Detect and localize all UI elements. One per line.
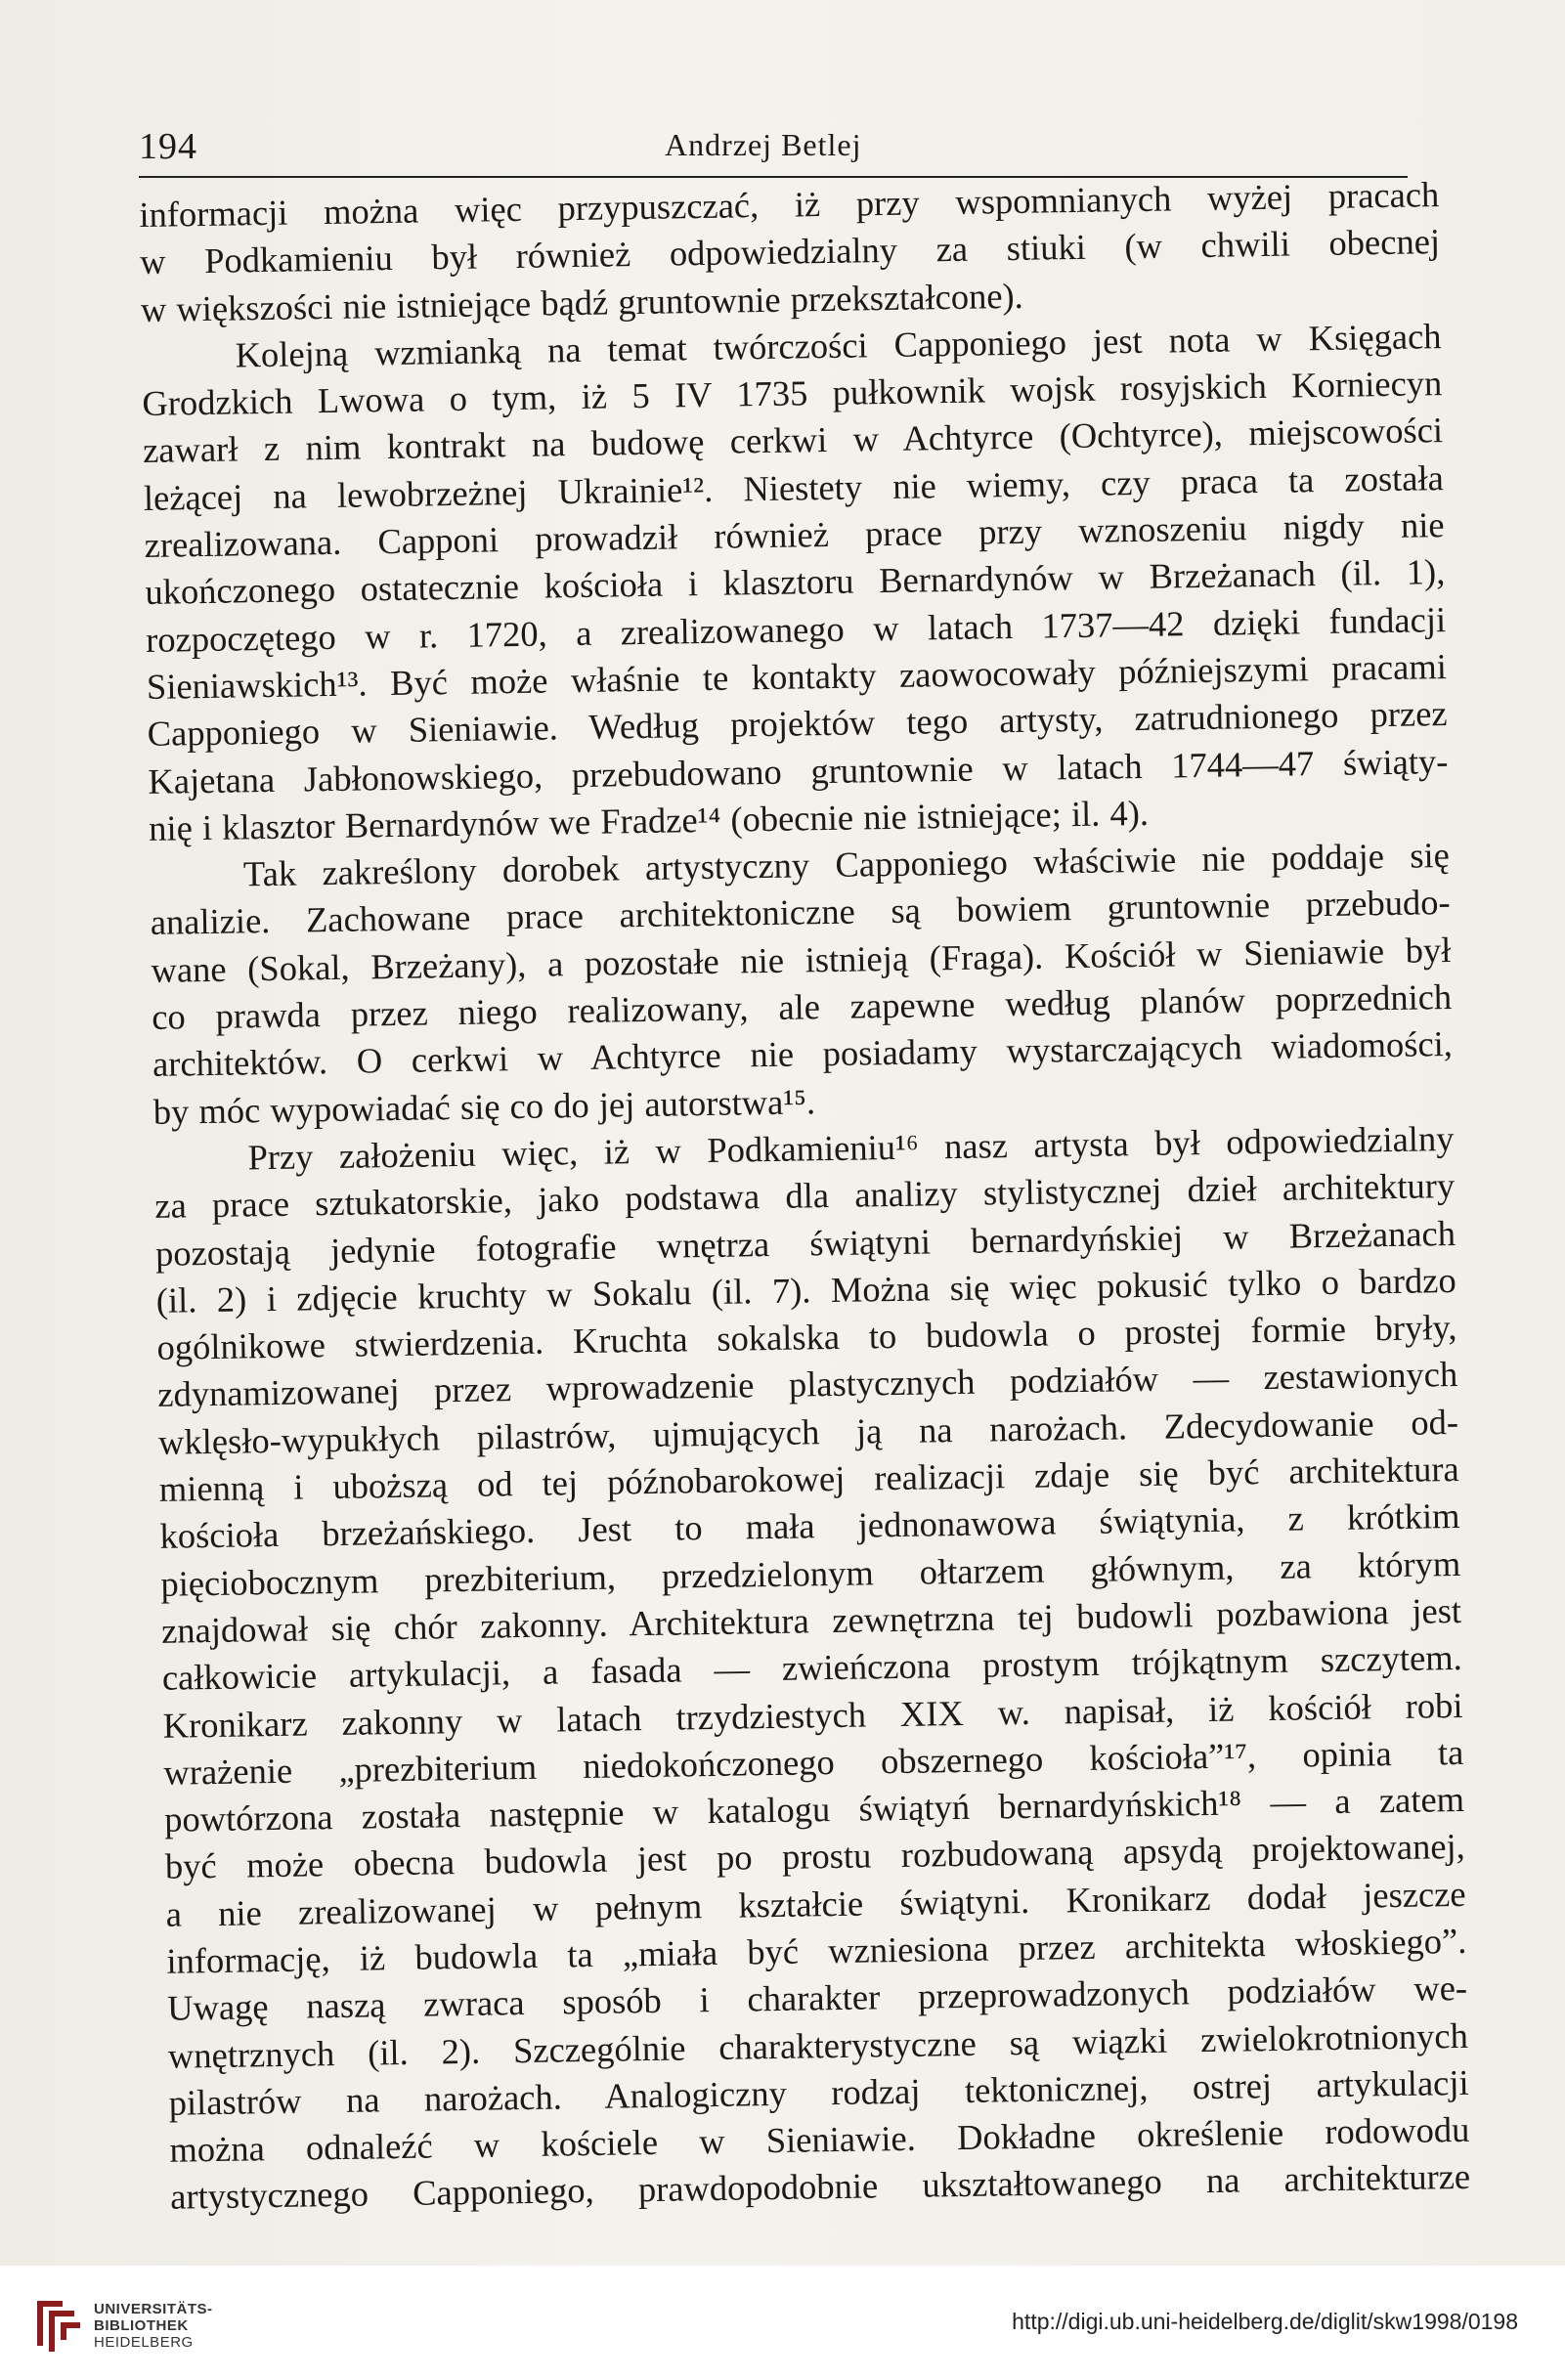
running-head: Andrzej Betlej (665, 127, 862, 162)
text-line: nię i klasztor Bernardynów we Fradze¹⁴ (obecnie nie istniejące; il. 4). (148, 792, 1150, 848)
text-line: zawarł z nim kontrakt na budowę cerkwi w Achtyrce (Ochtyrce), miejscowości (142, 410, 1444, 471)
text-line: Tak zakreślony dorobek artystyczny Capponiego właściwie nie poddaje się (242, 835, 1451, 894)
footer-bar (0, 2266, 1565, 2380)
text-line: pilastrów na narożach. Analogiczny rodzaj tektonicznej, ostrej artykulacji (168, 2061, 1469, 2123)
text-line: a nie zrealizowanej w pełnym kształcie świątyni. Kronikarz dodał jeszcze (165, 1873, 1466, 1934)
text-line: ukończonego ostatecznie kościoła i klasztoru Bernardynów w Brzeżanach (il. 1), (145, 551, 1446, 613)
library-name (94, 2301, 213, 2351)
text-line: Grodzkich Lwowa o tym, iż 5 IV 1735 pułkownik wojsk rosyjskich Korniecyn (142, 363, 1443, 424)
text-line: Sieniawskich¹³. Być może właśnie te kontakty zaowocowały późniejszymi pracami (146, 646, 1448, 707)
text-line: co prawda przez niego realizowany, ale zapewne według planów poprzednich (151, 976, 1453, 1037)
text-line: leżącej na lewobrzeżnej Ukrainie¹². Niestety nie wiemy, czy praca ta została (143, 456, 1445, 518)
text-line: ogólnikowe stwierdzenia. Kruchta sokalska to budowla o prostej formie bryły, (156, 1307, 1457, 1367)
text-line: znajdował się chór zakonny. Architektura zewnętrzna tej budowli pozbawiona jest (160, 1589, 1462, 1651)
text-line: Kolejną wzmianką na temat twórczości Capponiego jest nota w Księgach (235, 315, 1442, 375)
text-line: być może obecna budowla jest po prostu rozbudowaną apsydą projektowanej, (164, 1826, 1466, 1887)
text-line: mienną i uboższą od tej późnobarokowej realizacji zdaje się być architektura (158, 1448, 1460, 1509)
text-line: wane (Sokal, Brzeżany), a pozostałe nie istnieją (Fraga). Kościół w Sieniawie był (151, 929, 1452, 990)
text-line: w Podkamieniu był również odpowiedzialny za stiuki (w chwili obecnej (139, 221, 1441, 282)
text-line: pozostają jedynie fotografie wnętrza świątyni bernardyńskiej w Brzeżanach (154, 1212, 1456, 1274)
text-line: by móc wypowiadać się co do jej autorstwa¹⁵. (152, 1080, 816, 1132)
text-line: Kajetana Jabłonowskiego, przebudowano gruntownie w latach 1744—47 świąty- (148, 740, 1449, 801)
library-name-line: BIBLIOTHEK (94, 2317, 189, 2334)
text-line: Kronikarz zakonny w latach trzydziestych XIX w. napisał, iż kościół robi (162, 1684, 1463, 1746)
text-line: Uwagę naszą zwraca sposób i charakter przeprowadzonych podziałów we- (166, 1968, 1468, 2029)
text-line: powtórzona została następnie w katalogu świątyń bernardyńskich¹⁸ — a zatem (163, 1779, 1465, 1839)
library-name-line: UNIVERSITÄTS- (94, 2301, 213, 2317)
text-line: zdynamizowanej przez wprowadzenie plastycznych podziałów — zestawionych (157, 1354, 1458, 1415)
text-line: Przy założeniu więc, iż w Podkamieniu¹⁶ nasz artysta był odpowiedzialny (247, 1117, 1455, 1178)
text-line: za prace sztukatorskie, jako podstawa dla analizy stylistycznej dzieł architektury (153, 1165, 1456, 1227)
text-line: wrażenie „prezbiterium niedokończonego obszernego kościoła”¹⁷, opinia ta (163, 1731, 1464, 1793)
text-line: rozpoczętego w r. 1720, a zrealizowanego w latach 1737—42 dzięki fundacji (145, 598, 1447, 660)
text-line: analizie. Zachowane prace architektoniczne są bowiem gruntownie przebudo- (150, 882, 1451, 943)
page-header (139, 117, 1408, 178)
page-number: 194 (139, 126, 197, 167)
text-line: artystycznego Capponiego, prawdopodobnie ukształtowanego na architekturze (169, 2156, 1471, 2218)
text-line: pięciobocznym prezbiterium, przedzielonym ołtarzem głównym, za którym (160, 1542, 1461, 1604)
text-line: wklęsło-wypukłych pilastrów, ujmujących ją na narożach. Zdecydowanie od- (157, 1401, 1459, 1462)
ub-heidelberg-logo-icon (33, 2297, 84, 2354)
body-text (139, 171, 1470, 2221)
text-line: wnętrznych (il. 2). Szczególnie charakterystyczne są wiązki zwielokrotnionych (167, 2014, 1469, 2076)
source-url-link[interactable]: http://digi.ub.uni-heidelberg.de/diglit/skw1998/0198 (1012, 2309, 1518, 2334)
text-line: całkowicie artykulacji, a fasada — zwieńczona prostym trójkątnym szczytem. (161, 1637, 1463, 1699)
library-name-line: HEIDELBERG (94, 2334, 194, 2351)
text-line: zrealizowana. Capponi prowadził również prace przy wznoszeniu nigdy nie (144, 504, 1445, 566)
text-line: informację, iż budowla ta „miała być wzniesiona przez architekta włoskiego”. (166, 1920, 1467, 1981)
text-line: Capponiego w Sieniawie. Według projektów tego artysty, zatrudnionego przez (147, 693, 1448, 755)
text-line: kościoła brzeżańskiego. Jest to mała jednonawowa świątynia, z krótkim (159, 1495, 1460, 1557)
text-line: (il. 2) i zdjęcie kruchty w Sokalu (il. 7). Można się więc pokusić tylko o bardzo (155, 1259, 1456, 1320)
text-line: architektów. O cerkwi w Achtyrce nie posiadamy wystarczających wiadomości, (152, 1023, 1454, 1085)
text-line: można odnaleźć w kościele w Sieniawie. Dokładne określenie rodowodu (169, 2109, 1470, 2170)
text-line: w większości nie istniejące bądź gruntownie przekształcone). (140, 275, 1024, 329)
text-line: informacji można więc przypuszczać, iż przy wspomnianych wyżej pracach (139, 174, 1440, 235)
